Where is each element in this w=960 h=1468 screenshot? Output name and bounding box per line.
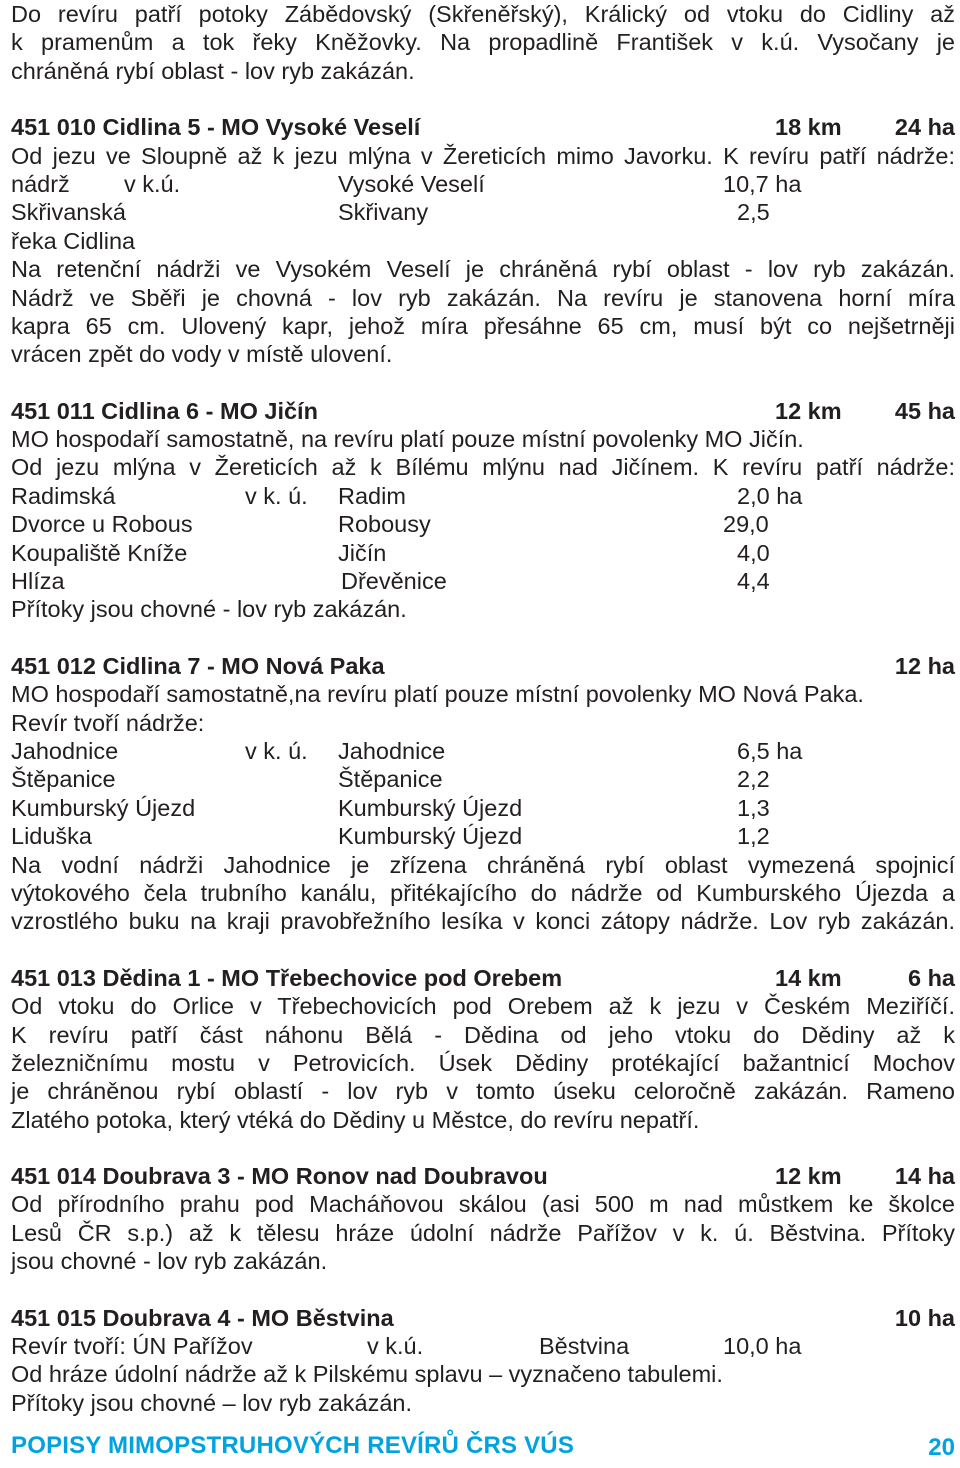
section-area: 10 ha (894, 1304, 955, 1331)
reservoir-row (11, 567, 955, 595)
section-title: 451 015 Doubrava 4 - MO Běstvina (11, 1304, 394, 1331)
section-text: Od jezu mlýna v Žereticích až k Bílému mlýnu nad Jičínem. K revíru patří nádrže: (11, 454, 955, 481)
section-text: Zlatého potoka, který vtéká do Dědiny u Městce, do revíru nepatří. (11, 1106, 700, 1133)
reservoir-place: Dřevěnice (341, 568, 447, 595)
reservoir-name: Hlíza (11, 568, 65, 595)
reservoir-place: Štěpanice (338, 766, 443, 793)
section-title: 451 010 Cidlina 5 - MO Vysoké Veselí (11, 114, 421, 141)
reservoir-area: 2,0 ha (737, 482, 803, 509)
reservoir-area: 2,5 (737, 199, 770, 226)
section-text: železničnímu mostu v Petrovicích. Úsek Dědiny protékající bažantnicí Mochov (11, 1049, 955, 1076)
section-length: 14 km (775, 964, 842, 991)
section-heading-451013 (11, 964, 955, 992)
reservoir-row (11, 737, 955, 765)
document-page (11, 0, 955, 1417)
reservoir-place: Radim (338, 482, 406, 509)
section-text: MO hospodaří samostatně,na revíru platí pouze místní povolenky MO Nová Paka. (11, 681, 864, 708)
section-text: vzrostlého buku na kraji pravobřežního lesíka v konci zátopy nádrže. Lov ryb zakázán. (11, 908, 955, 935)
reservoir-area: 10,0 ha (723, 1333, 802, 1360)
reservoir-row (11, 170, 955, 198)
section-area: 45 ha (894, 397, 955, 424)
section-area: 6 ha (907, 964, 955, 991)
section-text: Od hráze údolní nádrže až k Pilskému splavu – vyznačeno tabulemi. (11, 1361, 723, 1388)
reservoir-area: 6,5 ha (737, 737, 803, 764)
footer-title: POPISY MIMOPSTRUHOVÝCH REVÍRŮ ČRS VÚS (11, 1432, 575, 1459)
reservoir-area: 2,2 (737, 766, 770, 793)
section-length: 18 km (775, 114, 842, 141)
section-title: 451 011 Cidlina 6 - MO Jičín (11, 397, 318, 424)
reservoir-name: řeka Cidlina (11, 227, 136, 254)
page-number: 20 (928, 1434, 955, 1461)
section-heading-451011 (11, 397, 955, 425)
section-length: 12 km (775, 1163, 842, 1190)
reservoir-name: Skřivanská (11, 199, 126, 226)
reservoir-row (11, 227, 955, 255)
section-text: Od přírodního prahu pod Macháňovou skálou (asi 500 m nad můstkem ke školce (11, 1191, 955, 1218)
cadastral-label: v k. ú. (245, 482, 308, 509)
section-text: Od jezu ve Sloupně až k jezu mlýna v Žereticích mimo Javorku. K revíru patří nádrže: (11, 142, 955, 169)
reservoir-place: Kumburský Újezd (338, 823, 523, 850)
section-area: 12 ha (894, 652, 955, 679)
reservoir-row (11, 1332, 955, 1360)
reservoir-place: Jahodnice (338, 737, 446, 764)
reservoir-area: 1,2 (737, 823, 770, 850)
reservoir-name: Štěpanice (11, 766, 116, 793)
reservoir-name: Kumburský Újezd (11, 794, 196, 821)
section-text: Nádrž ve Sběři je chovná - lov ryb zakázán. Na revíru je stanovena horní míra (11, 284, 955, 311)
reservoir-place: Robousy (338, 511, 431, 538)
reservoir-name: Liduška (11, 823, 92, 850)
section-text: MO hospodaří samostatně, na revíru platí pouze místní povolenky MO Jičín. (11, 426, 804, 453)
cadastral-label: v k. ú. (245, 737, 308, 764)
section-heading-451012 (11, 652, 955, 680)
reservoir-area: 4,4 (737, 568, 770, 595)
reservoir-row (11, 765, 955, 793)
intro-line: chráněná rybí oblast - lov ryb zakázán. (11, 57, 415, 84)
reservoir-row (11, 482, 955, 510)
section-text: vrácen zpět do vody v místě ulovení. (11, 341, 393, 368)
intro-line: k pramenům a tok řeky Kněžovky. Na propadlině František v k.ú. Vysočany je (11, 29, 955, 56)
reservoir-name: Revír tvoří: ÚN Pařížov (11, 1333, 253, 1360)
reservoir-row (11, 822, 955, 850)
section-area: 24 ha (894, 114, 955, 141)
cadastral-label: v k.ú. (367, 1333, 424, 1360)
reservoir-row (11, 198, 955, 226)
reservoir-place: Skřivany (338, 199, 429, 226)
section-text: jsou chovné - lov ryb zakázán. (11, 1248, 328, 1275)
reservoir-row (11, 794, 955, 822)
section-heading-451010 (11, 113, 955, 141)
section-title: 451 013 Dědina 1 - MO Třebechovice pod Orebem (11, 964, 563, 991)
section-text: K revíru patří část náhonu Bělá - Dědina od jeho vtoku do Dědiny až k (11, 1021, 955, 1048)
section-text: Od vtoku do Orlice v Třebechovicích pod Orebem až k jezu v Českém Meziříčí. (11, 993, 955, 1020)
section-text: kapra 65 cm. Ulovený kapr, jehož míra přesáhne 65 cm, musí být co nejšetrněji (11, 312, 955, 339)
cadastral-label: v k.ú. (124, 170, 181, 197)
intro-line: Do revíru patří potoky Zábědovský (Skřeněřský), Králický od vtoku do Cidliny až (11, 1, 955, 27)
reservoir-area: 1,3 (737, 794, 770, 821)
reservoir-place: Vysoké Veselí (338, 170, 485, 197)
reservoir-row (11, 539, 955, 567)
section-text: je chráněnou rybí oblastí - lov ryb v tomto úseku celoročně zakázán. Rameno (11, 1078, 955, 1105)
reservoir-row (11, 510, 955, 538)
section-heading-451015 (11, 1304, 955, 1332)
section-text: Na retenční nádrži ve Vysokém Veselí je chráněná rybí oblast - lov ryb zakázán. (11, 256, 955, 283)
section-text: Lesů ČR s.p.) až k tělesu hráze údolní nádrže Pařížov v k. ú. Běstvina. Přítoky (11, 1219, 955, 1246)
section-text: výtokového čela trubního kanálu, přitékajícího do nádrže od Kumburského Újezda a (11, 879, 955, 906)
section-text: Přítoky jsou chovné – lov ryb zakázán. (11, 1389, 413, 1416)
reservoir-place: Běstvina (539, 1333, 630, 1360)
reservoir-name: Koupaliště Kníže (11, 539, 188, 566)
reservoir-name: nádrž (11, 170, 70, 197)
section-length: 12 km (775, 397, 842, 424)
reservoir-name: Jahodnice (11, 737, 119, 764)
section-title: 451 014 Doubrava 3 - MO Ronov nad Doubravou (11, 1163, 548, 1190)
section-text: Na vodní nádrži Jahodnice je zřízena chráněná rybí oblast vymezená spojnicí (11, 851, 955, 878)
reservoir-name: Radimská (11, 482, 116, 509)
reservoir-area: 4,0 (737, 539, 770, 566)
section-heading-451014 (11, 1162, 955, 1190)
reservoir-place: Kumburský Újezd (338, 794, 523, 821)
section-area: 14 ha (894, 1163, 955, 1190)
reservoir-area: 29,0 (723, 511, 769, 538)
section-text: Revír tvoří nádrže: (11, 709, 205, 736)
reservoir-area: 10,7 ha (723, 170, 802, 197)
reservoir-place: Jičín (338, 539, 387, 566)
section-title: 451 012 Cidlina 7 - MO Nová Paka (11, 652, 385, 679)
section-text: Přítoky jsou chovné - lov ryb zakázán. (11, 596, 407, 623)
reservoir-name: Dvorce u Robous (11, 511, 193, 538)
